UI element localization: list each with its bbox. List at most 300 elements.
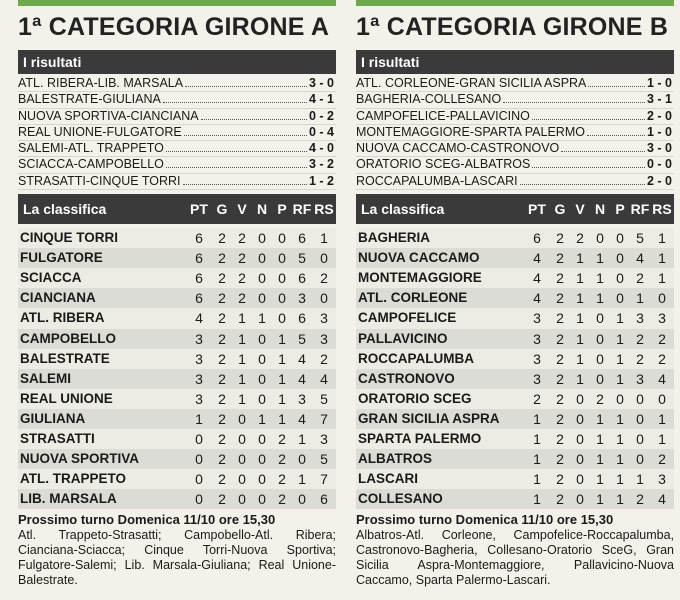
col-header-g: G [216,201,228,218]
stat-v: 2 [238,270,246,287]
stat-n: 1 [258,410,266,427]
table-row [356,288,674,308]
stat-g: 2 [218,370,226,387]
table-row [18,449,336,469]
stat-rf: 1 [298,471,306,488]
table-row [356,409,674,429]
stat-pt: 1 [533,471,541,488]
team-name: BALESTRATE [20,350,110,366]
dot-leader [183,175,307,185]
stat-g: 2 [556,270,564,287]
stat-rf: 2 [636,350,644,367]
stat-g: 2 [218,471,226,488]
table-row [18,429,336,449]
stat-rf: 0 [636,410,644,427]
stat-rs: 3 [658,310,666,327]
girone-b-standings-table [356,228,674,509]
stat-n: 0 [258,390,266,407]
table-row [18,228,336,248]
stat-n: 1 [596,471,604,488]
match-teams: NUOVA CACCAMO-CASTRONOVO [356,141,560,156]
stat-p: 1 [616,451,624,468]
girone-a-results-list [18,76,336,190]
result-row [18,109,336,125]
match-score: 1 - 2 [308,173,334,188]
stat-rf: 1 [636,290,644,307]
stat-g: 2 [556,491,564,508]
stat-v: 2 [238,250,246,267]
stat-n: 0 [258,451,266,468]
match-score: 2 - 0 [646,108,672,123]
stat-rf: 2 [636,330,644,347]
dot-leader [166,158,307,168]
table-row [18,469,336,489]
stat-v: 1 [238,350,246,367]
stat-v: 2 [238,290,246,307]
girone-b-results-list [356,76,674,190]
stat-rf: 0 [636,451,644,468]
table-row [18,369,336,389]
table-row [356,329,674,349]
girone-a-next-round-fixtures: Atl. Trappeto-Strasatti; Campobello-Atl. Ribera; Cianciana-Sciacca; Cinque Torri-Nuova Sportiva; Fulgatore-Salemi; Lib. Marsala-Giuliana; Real Unione-Balestrate. [18,528,336,588]
stat-v: 0 [576,431,584,448]
match-score: 0 - 0 [646,157,672,172]
stat-rf: 1 [298,431,306,448]
dot-leader [185,77,307,87]
team-name: ATL. TRAPPETO [20,471,127,487]
stat-rs: 4 [658,370,666,387]
stat-p: 0 [616,390,624,407]
stat-rs: 0 [320,290,328,307]
stat-n: 0 [258,431,266,448]
match-score: 4 - 1 [308,92,334,107]
stat-g: 2 [218,290,226,307]
team-name: REAL UNIONE [20,390,113,406]
match-score: 3 - 0 [646,141,672,156]
result-row [18,76,336,92]
stat-pt: 3 [195,350,203,367]
match-teams: ORATORIO SCEG-ALBATROS [356,157,531,172]
stat-rs: 1 [320,230,328,247]
stat-n: 2 [596,390,604,407]
table-row [356,248,674,268]
dot-leader [163,93,307,103]
stat-rs: 3 [658,471,666,488]
stat-rf: 4 [298,370,306,387]
stat-rs: 1 [658,270,666,287]
match-teams: MONTEMAGGIORE-SPARTA PALERMO [356,124,585,139]
stat-p: 1 [616,410,624,427]
stat-p: 1 [278,370,286,387]
result-row [18,157,336,173]
team-name: ATL. RIBERA [20,310,105,326]
col-header-pt: PT [190,201,208,218]
stat-p: 0 [616,250,624,267]
stat-p: 2 [278,471,286,488]
match-teams: STRASATTI-CINQUE TORRI [18,173,181,188]
team-name: CAMPOBELLO [20,330,116,346]
stat-g: 2 [218,431,226,448]
match-score: 3 - 1 [646,92,672,107]
match-teams: BALESTRATE-GIULIANA [18,92,161,107]
stat-rf: 2 [636,270,644,287]
girone-b-next-round-fixtures: Albatros-Atl. Corleone, Campofelice-Roccapalumba, Castronovo-Bagheria, Collesano-Oratorio SceG, Gran Sicilia Aspra-Montemaggiore, Pallavicino-Nuova Caccamo, Sparta Palermo-Lascari. [356,528,674,588]
stat-n: 1 [596,431,604,448]
stat-v: 1 [576,290,584,307]
stat-pt: 4 [195,310,203,327]
stat-pt: 0 [195,491,203,508]
result-row [356,109,674,125]
stat-g: 2 [556,330,564,347]
stat-rs: 5 [320,451,328,468]
stat-p: 1 [616,491,624,508]
standings-label: La classifica [23,201,107,218]
stat-n: 1 [596,270,604,287]
stat-rs: 4 [658,491,666,508]
stat-v: 0 [238,451,246,468]
col-header-rf: RF [292,201,312,218]
stat-rs: 0 [658,290,666,307]
stat-n: 1 [258,310,266,327]
stat-rs: 0 [658,390,666,407]
match-score: 1 - 0 [646,76,672,90]
stat-n: 0 [258,330,266,347]
table-row [18,248,336,268]
stat-p: 1 [278,350,286,367]
stat-pt: 1 [195,410,203,427]
stat-g: 2 [556,410,564,427]
col-header-v: V [237,201,247,218]
dot-leader [532,110,645,120]
stat-p: 1 [616,330,624,347]
stat-rs: 5 [320,390,328,407]
dot-leader [588,77,645,87]
stat-pt: 3 [533,310,541,327]
stat-n: 0 [596,330,604,347]
stat-v: 0 [238,471,246,488]
team-name: SCIACCA [20,270,82,286]
stat-g: 2 [556,390,564,407]
stat-v: 0 [576,491,584,508]
stat-v: 1 [238,370,246,387]
stat-rf: 5 [298,330,306,347]
stat-g: 2 [556,250,564,267]
match-teams: ATL. RIBERA-LIB. MARSALA [18,76,184,90]
stat-p: 2 [278,451,286,468]
stat-rf: 0 [298,451,306,468]
stat-v: 2 [576,230,584,247]
stat-n: 0 [596,370,604,387]
match-teams: SCIACCA-CAMPOBELLO [18,157,164,172]
stat-v: 1 [238,390,246,407]
result-row [18,174,336,190]
team-name: GIULIANA [20,410,86,426]
dot-leader [520,175,645,185]
stat-pt: 3 [533,370,541,387]
stat-rs: 3 [320,310,328,327]
table-row [356,449,674,469]
stat-pt: 0 [195,431,203,448]
stat-rf: 6 [298,230,306,247]
stat-rs: 7 [320,471,328,488]
table-row [356,369,674,389]
stat-rs: 0 [320,250,328,267]
stat-rs: 2 [658,350,666,367]
match-teams: REAL UNIONE-FULGATORE [18,124,182,139]
stat-p: 0 [278,290,286,307]
stat-rf: 3 [636,370,644,387]
girone-b-column [356,0,674,588]
stat-n: 1 [596,451,604,468]
stat-rf: 4 [298,410,306,427]
stat-rf: 3 [298,290,306,307]
table-row [356,308,674,328]
stat-p: 0 [278,250,286,267]
dot-leader [532,158,645,168]
result-row [18,125,336,141]
girone-a-results-header: I risultati [18,50,336,74]
table-row [356,349,674,369]
girone-a-next-round-title: Prossimo turno Domenica 11/10 ore 15,30 [18,512,276,528]
stat-rf: 4 [298,350,306,367]
result-row [356,76,674,92]
table-row [356,489,674,509]
stat-g: 2 [218,451,226,468]
table-row [356,389,674,409]
stat-rf: 0 [636,431,644,448]
dot-leader [201,110,307,120]
stat-rs: 1 [658,410,666,427]
stat-pt: 6 [195,230,203,247]
stat-v: 0 [576,471,584,488]
team-name: ROCCAPALUMBA [358,350,474,366]
dot-leader [587,126,645,136]
stat-p: 0 [278,230,286,247]
stat-g: 2 [218,330,226,347]
match-score: 4 - 0 [308,141,334,156]
stat-rs: 2 [320,270,328,287]
table-row [18,308,336,328]
stat-p: 0 [616,270,624,287]
stat-rs: 3 [320,330,328,347]
stat-n: 0 [258,471,266,488]
match-teams: BAGHERIA-COLLESANO [356,92,502,107]
stat-g: 2 [556,451,564,468]
stat-p: 0 [278,310,286,327]
dot-leader [166,142,307,152]
match-teams: ROCCAPALUMBA-LASCARI [356,173,518,188]
stat-pt: 4 [533,250,541,267]
match-teams: SALEMI-ATL. TRAPPETO [18,141,164,156]
result-row [356,125,674,141]
table-row [356,429,674,449]
result-row [356,157,674,173]
col-header-g: G [554,201,566,218]
team-name: COLLESANO [358,491,443,507]
stat-rf: 3 [636,310,644,327]
stat-pt: 2 [533,390,541,407]
team-name: ATL. CORLEONE [358,290,468,306]
stat-v: 1 [238,330,246,347]
col-header-rs: RS [652,201,672,218]
stat-pt: 6 [195,290,203,307]
stat-pt: 0 [195,471,203,488]
girone-b-next-round-title: Prossimo turno Domenica 11/10 ore 15,30 [356,512,614,528]
stat-pt: 6 [195,250,203,267]
stat-v: 0 [238,431,246,448]
team-name: CINQUE TORRI [20,230,119,246]
stat-v: 1 [576,330,584,347]
stat-rs: 7 [320,410,328,427]
stat-p: 1 [616,431,624,448]
stat-g: 2 [556,350,564,367]
stat-n: 0 [596,310,604,327]
stat-n: 0 [258,230,266,247]
stat-n: 1 [596,250,604,267]
stat-p: 1 [616,370,624,387]
stat-n: 0 [258,290,266,307]
stat-g: 2 [218,230,226,247]
team-name: LIB. MARSALA [20,491,117,507]
stat-p: 0 [278,270,286,287]
stat-v: 0 [238,491,246,508]
girone-a-standings-table [18,228,336,509]
girone-a-column [18,0,336,588]
stat-v: 2 [238,230,246,247]
stat-rf: 6 [298,270,306,287]
stat-g: 2 [556,230,564,247]
col-header-n: N [594,201,606,218]
result-row [356,92,674,108]
stat-pt: 6 [533,230,541,247]
stat-rs: 1 [658,250,666,267]
table-row [18,329,336,349]
table-row [18,389,336,409]
stat-rf: 0 [636,390,644,407]
match-teams: CAMPOFELICE-PALLAVICINO [356,108,530,123]
table-row [18,288,336,308]
stat-p: 1 [616,471,624,488]
team-name: SALEMI [20,370,72,386]
match-score: 1 - 0 [646,124,672,139]
team-name: STRASATTI [20,431,95,447]
stat-pt: 1 [533,491,541,508]
stat-pt: 4 [533,270,541,287]
team-name: NUOVA SPORTIVA [20,451,140,467]
team-name: MONTEMAGGIORE [358,270,482,286]
stat-p: 1 [278,330,286,347]
girone-b-standings-header [356,194,674,224]
col-header-rf: RF [630,201,650,218]
team-name: LASCARI [358,471,418,487]
stat-n: 0 [258,270,266,287]
team-name: CASTRONOVO [358,370,455,386]
stat-pt: 3 [195,370,203,387]
stat-rf: 2 [636,491,644,508]
stat-g: 2 [218,491,226,508]
stat-pt: 0 [195,451,203,468]
stat-pt: 4 [533,290,541,307]
stat-g: 2 [218,390,226,407]
result-row [356,141,674,157]
stat-pt: 1 [533,431,541,448]
stat-v: 1 [576,350,584,367]
stat-p: 2 [278,491,286,508]
stat-p: 1 [278,410,286,427]
stat-rf: 6 [298,310,306,327]
stat-v: 0 [238,410,246,427]
table-row [18,409,336,429]
stat-p: 0 [616,290,624,307]
stat-v: 1 [576,310,584,327]
stat-rs: 2 [320,350,328,367]
stat-v: 1 [576,250,584,267]
team-name: PALLAVICINO [358,330,448,346]
stat-rf: 3 [298,390,306,407]
girone-b-results-header: I risultati [356,50,674,74]
team-name: SPARTA PALERMO [358,431,482,447]
stat-g: 2 [556,370,564,387]
stat-p: 1 [616,350,624,367]
girone-b-title: 1ª CATEGORIA GIRONE B [356,13,669,41]
stat-n: 1 [596,410,604,427]
dot-leader [561,142,645,152]
stat-v: 0 [576,390,584,407]
team-name: NUOVA CACCAMO [358,250,480,266]
girone-a-title: 1ª CATEGORIA GIRONE A [18,13,330,41]
stat-pt: 3 [533,350,541,367]
stat-g: 2 [218,410,226,427]
standings-label: La classifica [361,201,445,218]
col-header-rs: RS [314,201,334,218]
stat-rf: 4 [636,250,644,267]
match-teams: ATL. CORLEONE-GRAN SICILIA ASPRA [356,76,587,90]
col-header-n: N [256,201,268,218]
stat-g: 2 [218,310,226,327]
team-name: CAMPOFELICE [358,310,457,326]
stat-g: 2 [218,270,226,287]
result-row [18,92,336,108]
stat-n: 1 [596,290,604,307]
team-name: CIANCIANA [20,290,96,306]
stat-v: 1 [576,270,584,287]
stat-rs: 2 [658,330,666,347]
col-header-p: P [277,201,287,218]
stat-p: 0 [616,230,624,247]
stat-rf: 5 [298,250,306,267]
match-score: 0 - 4 [308,124,334,139]
stat-v: 1 [576,370,584,387]
stat-rf: 1 [636,471,644,488]
team-name: BAGHERIA [358,230,431,246]
stat-g: 2 [218,250,226,267]
table-row [18,268,336,288]
team-name: FULGATORE [20,250,103,266]
match-score: 3 - 0 [308,76,334,90]
stat-rs: 1 [658,230,666,247]
result-row [356,174,674,190]
stat-pt: 3 [533,330,541,347]
stat-p: 1 [616,310,624,327]
stat-n: 0 [596,230,604,247]
col-header-pt: PT [528,201,546,218]
stat-g: 2 [556,310,564,327]
stat-pt: 3 [195,390,203,407]
stat-n: 0 [596,350,604,367]
stat-rf: 0 [298,491,306,508]
stat-rs: 3 [320,431,328,448]
girone-a-standings-header [18,194,336,224]
